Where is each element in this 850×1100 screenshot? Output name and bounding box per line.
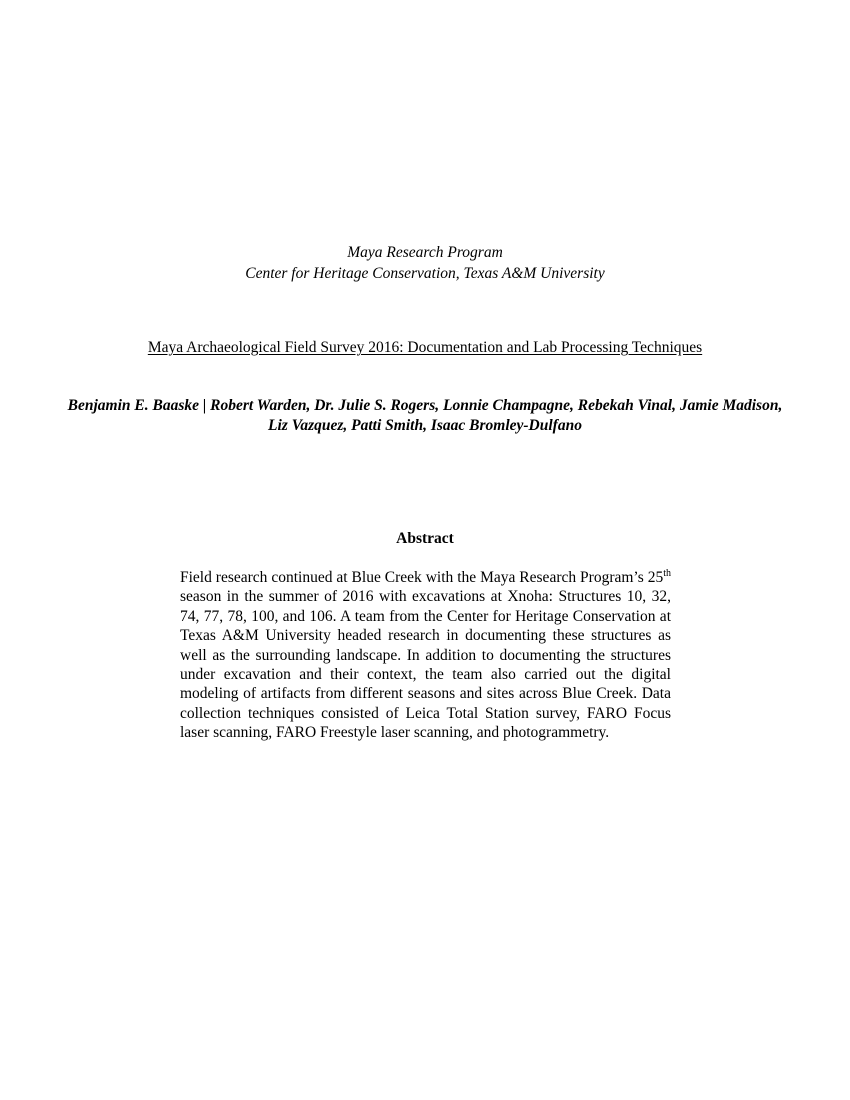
abstract-body (180, 568, 671, 743)
affiliation-center: Center for Heritage Conservation, Texas A&M University (245, 265, 605, 282)
paper-title: Maya Archaeological Field Survey 2016: Documentation and Lab Processing Techniques (147, 339, 703, 356)
affiliation-program: Maya Research Program (347, 244, 503, 261)
abstract-heading: Abstract (396, 530, 454, 547)
ordinal-suffix: th (663, 567, 671, 579)
affiliations (0, 242, 850, 284)
abstract-text-rest: season in the summer of 2016 with excavations at Xnoha: Structures 10, 32, 74, 77, 78, 100, and 106. A team from the Center for Heritage Conservation at Texas A&M University headed research in documenting these structures as well as the surrounding landscape. In addition to documenting the structures under excavation and their context, the team also carried out the digital modeling of artifacts from different seasons and sites across Blue Creek. Data collection techniques consisted of Leica Total Station survey, FARO Focus laser scanning, FARO Freestyle laser scanning, and photogrammetry. (180, 588, 671, 742)
abstract-text-start: Field research continued at Blue Creek with the Maya Research Program’s 25 (180, 569, 664, 586)
author-list: Benjamin E. Baaske | Robert Warden, Dr. Julie S. Rogers, Lonnie Champagne, Rebekah Vinal, Jamie Madison, Liz Vazquez, Patti Smith, Isaac Bromley-Dulfano (67, 397, 783, 434)
